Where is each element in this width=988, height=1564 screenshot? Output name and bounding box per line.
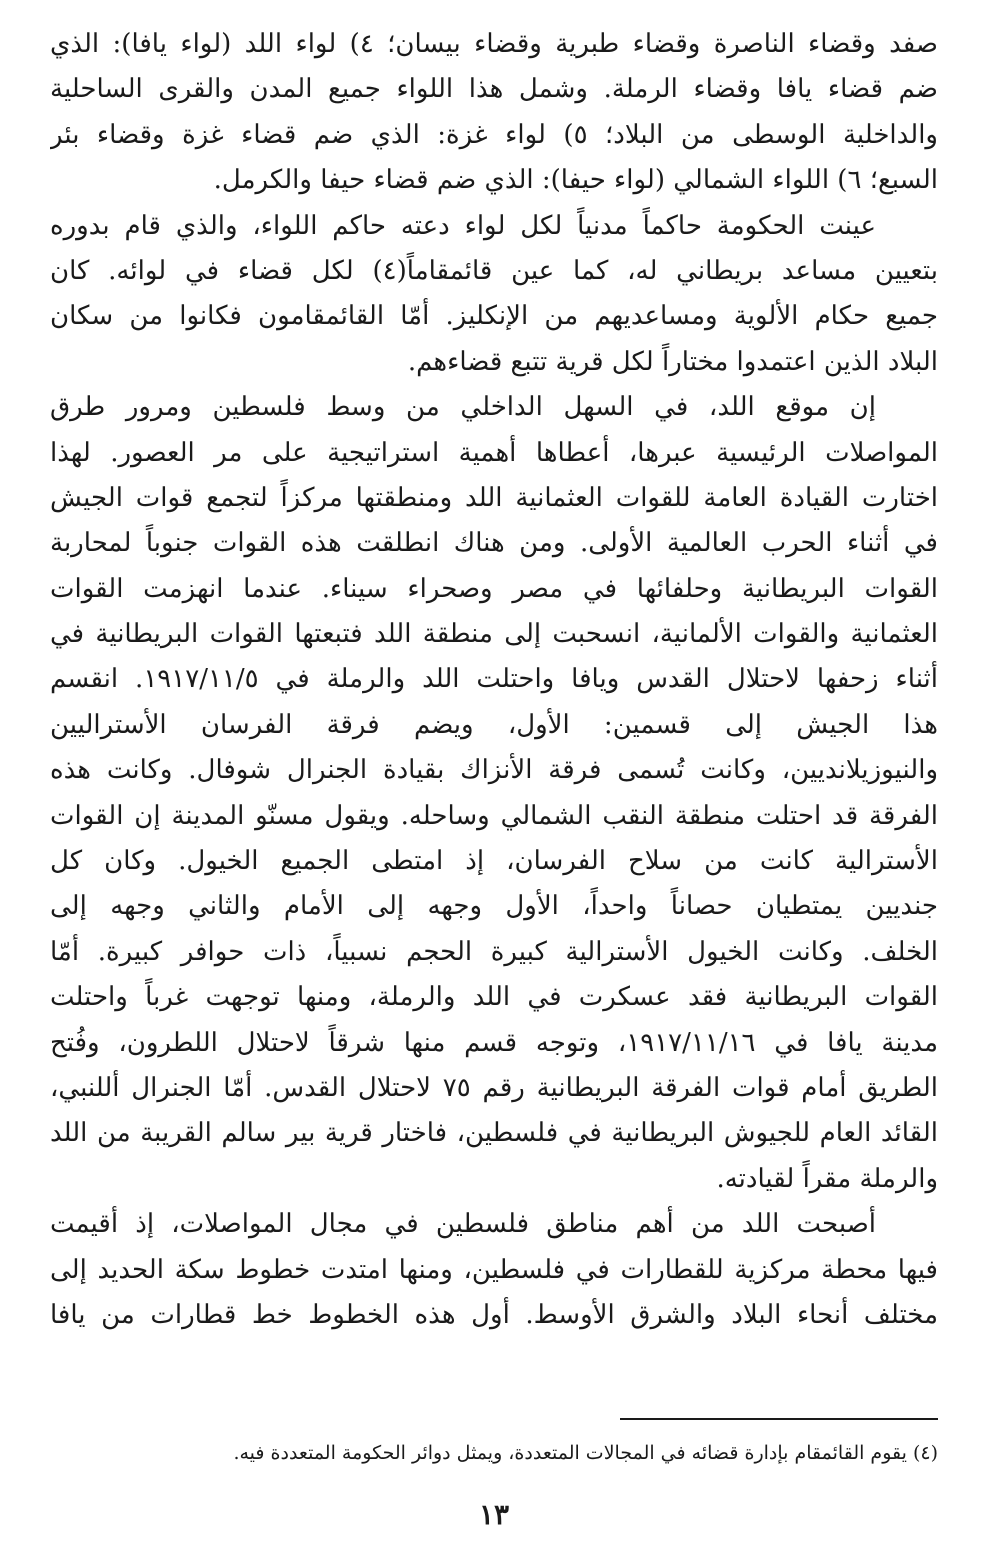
text-line: في أثناء الحرب العالمية الأولى. ومن هناك انطلقت هذه القوات جنوباً لمحاربة [50, 528, 938, 559]
text-line: عينت الحكومة حاكماً مدنياً لكل لواء دعته حاكم اللواء، والذي قام بدوره [50, 210, 876, 241]
text-line: فيها محطة مركزية للقطارات في فلسطين، ومنها امتدت خطوط سكة الحديد إلى [50, 1254, 938, 1285]
text-line: مدينة يافا في ١٩١٧/١١/١٦، وتوجه قسم منها شرقاً لاحتلال اللطرون، وفُتح [50, 1027, 938, 1058]
footnote: (٤) يقوم القائمقام بإدارة قضائه في المجالات المتعددة، ويمثل دوائر الحكومة المتعددة فيه. [233, 1442, 938, 1464]
text-line: مختلف أنحاء البلاد والشرق الأوسط. أول هذه الخطوط خط قطارات من يافا [50, 1299, 938, 1330]
text-line: القوات البريطانية وحلفائها في مصر وصحراء سيناء. عندما انهزمت القوات [50, 573, 938, 604]
text-line: إن موقع اللد، في السهل الداخلي من وسط فلسطين ومرور طرق [50, 392, 876, 423]
text-line: بتعيين مساعد بريطاني له، كما عين قائمقاماً(٤) لكل قضاء في لوائه. كان [50, 255, 938, 286]
text-line: صفد وقضاء الناصرة وقضاء طبرية وقضاء بيسان؛ ٤) لواء اللد (لواء يافا): الذي [50, 29, 938, 59]
text-line: اختارت القيادة العامة للقوات العثمانية اللد ومنطقتها مركزاً لتجمع قوات الجيش [50, 482, 938, 513]
text-line: المواصلات الرئيسية عبرها، أعطاها أهمية استراتيجية على مر العصور. لهذا [50, 437, 938, 468]
text-line: ضم قضاء يافا وقضاء الرملة. وشمل هذا اللواء جميع المدن والقرى الساحلية [50, 74, 938, 105]
text-line: السبع؛ ٦) اللواء الشمالي (لواء حيفا): الذي ضم قضاء حيفا والكرمل. [213, 165, 938, 196]
footnote-divider [620, 1418, 938, 1420]
text-line: والرملة مقراً لقيادته. [716, 1163, 938, 1194]
text-line: جنديين يمتطيان حصاناً واحداً، الأول وجهه إلى الأمام والثاني وجهه إلى [50, 891, 938, 922]
text-line: هذا الجيش إلى قسمين: الأول، ويضم فرقة الفرسان الأستراليين [50, 709, 938, 740]
text-line: الطريق أمام قوات الفرقة البريطانية رقم ٧٥ لاحتلال القدس. أمّا الجنرال أللنبي، [50, 1072, 938, 1103]
text-line: الأسترالية كانت من سلاح الفرسان، إذ امتطى الجميع الخيول. وكان كل [50, 846, 938, 877]
text-line: القائد العام للجيوش البريطانية في فلسطين، فاختار قرية بير سالم القريبة من اللد [50, 1118, 938, 1149]
text-line: أصبحت اللد من أهم مناطق فلسطين في مجال المواصلات، إذ أقيمت [50, 1209, 876, 1240]
text-line: الخلف. وكانت الخيول الأسترالية كبيرة الحجم نسبياً، ذات حوافر كبيرة. أمّا [50, 936, 938, 967]
main-text [50, 22, 938, 1338]
text-line: أثناء زحفها لاحتلال القدس ويافا واحتلت اللد والرملة في ١٩١٧/١١/٥. انقسم [50, 664, 938, 695]
text-line: جميع حكام الألوية ومساعديهم من الإنكليز. أمّا القائمقامون فكانوا من سكان [50, 301, 938, 332]
text-line: القوات البريطانية فقد عسكرت في اللد والرملة، ومنها توجهت غرباً واحتلت [50, 982, 938, 1013]
text-line: العثمانية والقوات الألمانية، انسحبت إلى منطقة اللد فتبعتها القوات البريطانية في [50, 619, 938, 650]
text-line: والداخلية الوسطى من البلاد؛ ٥) لواء غزة: الذي ضم قضاء غزة وقضاء بئر [50, 119, 938, 150]
text-line: البلاد الذين اعتمدوا مختاراً لكل قرية تتبع قضاءهم. [407, 346, 938, 377]
page-number: ١٣ [478, 1498, 510, 1531]
text-line: الفرقة قد احتلت منطقة النقب الشمالي وساحله. ويقول مسنّو المدينة إن القوات [50, 800, 938, 831]
text-line: والنيوزيلانديين، وكانت تُسمى فرقة الأنزاك بقيادة الجنرال شوفال. وكانت هذه [50, 755, 938, 786]
